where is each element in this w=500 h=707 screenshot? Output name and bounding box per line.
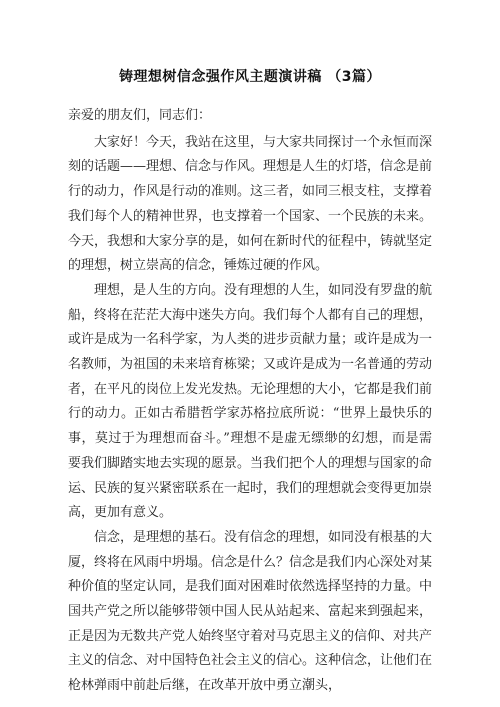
salutation: 亲爱的朋友们，同志们： <box>68 108 212 123</box>
paragraph-1: 大家好！今天，我站在这里，与大家共同探讨一个永恒而深刻的话题——理想、信念与作风。理想是人生的灯塔，信念是前行的动力，作风是行动的准则。这三者，如同三根支柱，支撑着我们每个人的精神世界，也支撑着一个国家、一个民族的未来。今天，我想和大家分享的是，如何在新时代的征程中，铸就坚定的理想，树立崇高的信念，锤炼过硬的作风。 <box>68 134 433 274</box>
document-title: 铸理想树信念强作风主题演讲稿 （3篇） <box>118 69 382 85</box>
document-body <box>68 104 432 699</box>
paragraph-3: 信念，是理想的基石。没有信念的理想，如同没有根基的大厦，终将在风雨中坍塌。信念是什么？信念是我们内心深处对某种价值的坚定认同，是我们面对困难时依然选择坚持的力量。中国共产党之所以能够带领中国人民从站起来、富起来到强起来，正是因为无数共产党人始终坚守着对马克思主义的信仰、对共产主义的信念、对中国特色社会主义的信心。这种信念，让他们在枪林弹雨中前赴后继，在改革开放中勇立潮头， <box>68 529 433 694</box>
paragraph-2: 理想，是人生的方向。没有理想的人生，如同没有罗盘的航船，终将在茫茫大海中迷失方向。我们每个人都有自己的理想，或许是成为一名科学家，为人类的进步贡献力量；或许是成为一名教师，为祖国的未来培育栋梁；又或许是成为一名普通的劳动者，在平凡的岗位上发光发热。无论理想的大小，它都是我们前行的动力。正如古希腊哲学家苏格拉底所说：“世界上最快乐的事，莫过于为理想而奋斗。”理想不是虚无缥缈的幻想，而是需要我们脚踏实地去实现的愿景。当我们把个人的理想与国家的命运、民族的复兴紧密联系在一起时，我们的理想就会变得更加崇高，更加有意义。 <box>68 282 433 521</box>
